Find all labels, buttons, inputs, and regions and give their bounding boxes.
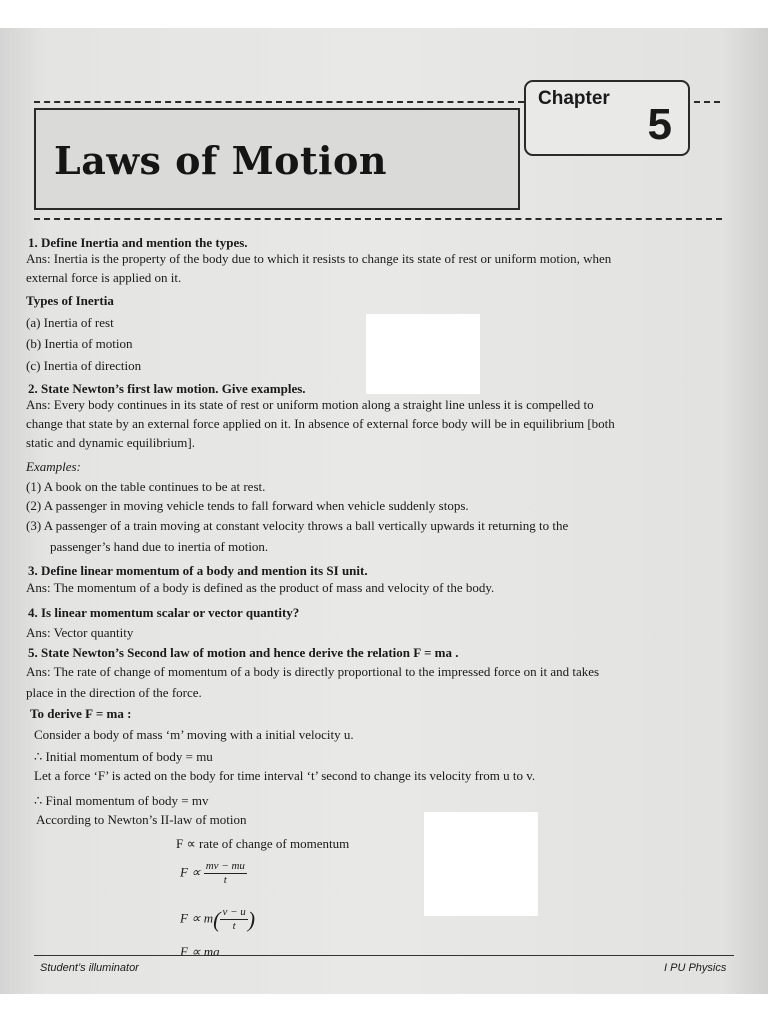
chapter-title-box (34, 108, 520, 210)
derivation-line: Consider a body of mass ‘m’ moving with a initial velocity u. (34, 727, 354, 742)
question-3: 3. Define linear momentum of a body and mention its SI unit. (28, 563, 368, 578)
derivation-line: According to Newton’s II-law of motion (36, 812, 247, 827)
list-item: (a) Inertia of rest (26, 315, 114, 330)
question-2: 2. State Newton’s first law motion. Give examples. (28, 381, 306, 396)
footer-right: I PU Physics (664, 962, 727, 974)
footer-rule (34, 955, 734, 956)
subheading: Types of Inertia (26, 293, 114, 308)
fraction (220, 906, 247, 933)
list-item: (3) A passenger of a train moving at constant velocity throws a ball vertically upwards it returning to the (26, 518, 569, 533)
redaction-patch (424, 812, 538, 916)
answer-line: Ans: Inertia is the property of the body due to which it resists to change its state of rest or uniform motion, when (26, 251, 612, 266)
answer-line: place in the direction of the force. (26, 685, 202, 700)
list-item: (b) Inertia of motion (26, 336, 133, 351)
list-item: (1) A book on the table continues to be at rest. (26, 479, 266, 494)
top-dashed-rule (34, 101, 524, 103)
list-item: passenger’s hand due to inertia of motion. (50, 539, 269, 554)
fraction (204, 860, 247, 887)
question-5: 5. State Newton’s Second law of motion and hence derive the relation F = ma . (28, 645, 459, 660)
equation-2: F ∝ m( $\frac{v - u}{t}$ ) (180, 906, 256, 932)
equation-1 (180, 860, 247, 887)
equation-3: F ∝ ma (180, 944, 220, 959)
examples-label: Examples: (26, 459, 81, 474)
footer-left: Student’s illuminator (40, 962, 139, 974)
answer-line: Ans: The momentum of a body is defined as the product of mass and velocity of the body. (26, 580, 495, 595)
list-item: (2) A passenger in moving vehicle tends to fall forward when vehicle suddenly stops. (26, 498, 469, 513)
derivation-line: ∴ Final momentum of body = mv (34, 793, 209, 808)
fraction-numerator: v − u (222, 906, 246, 918)
answer-line: Ans: Every body continues in its state of rest or uniform motion along a straight line unless it is compelled to (26, 397, 594, 412)
redaction-patch (366, 314, 480, 394)
fraction-denominator: t (223, 874, 227, 886)
question-4: 4. Is linear momentum scalar or vector quantity? (28, 605, 300, 620)
derivation-line: ∴ Initial momentum of body = mu (34, 749, 213, 764)
equation-lhs: F ∝ (180, 864, 201, 880)
list-item: (c) Inertia of direction (26, 358, 142, 373)
top-dashed-rule-right (694, 101, 720, 103)
derivation-line: Let a force ‘F’ is acted on the body for time interval ‘t’ second to change its velocity from u to v. (34, 768, 536, 783)
fraction-denominator: t (232, 920, 236, 932)
derivation-line: F ∝ rate of change of momentum (176, 836, 350, 851)
chapter-title: Laws of Motion (54, 138, 387, 183)
answer-line: change that state by an external force applied on it. In absence of external force body will be in equilibrium [both (26, 416, 615, 431)
answer-line: external force is applied on it. (26, 270, 182, 285)
fraction-numerator: mv − mu (205, 860, 245, 872)
answer-line: static and dynamic equilibrium]. (26, 435, 195, 450)
chapter-number: 5 (647, 100, 672, 149)
question-1: 1. Define Inertia and mention the types. (28, 235, 248, 250)
chapter-label: Chapter (538, 88, 610, 109)
answer-line: Ans: Vector quantity (26, 625, 134, 640)
bottom-dashed-rule (34, 218, 722, 220)
chapter-badge (524, 80, 690, 156)
answer-line: Ans: The rate of change of momentum of a body is directly proportional to the impressed force on it and takes (26, 664, 600, 679)
subheading: To derive F = ma : (30, 706, 132, 721)
equation-lhs: F ∝ m (180, 910, 214, 926)
